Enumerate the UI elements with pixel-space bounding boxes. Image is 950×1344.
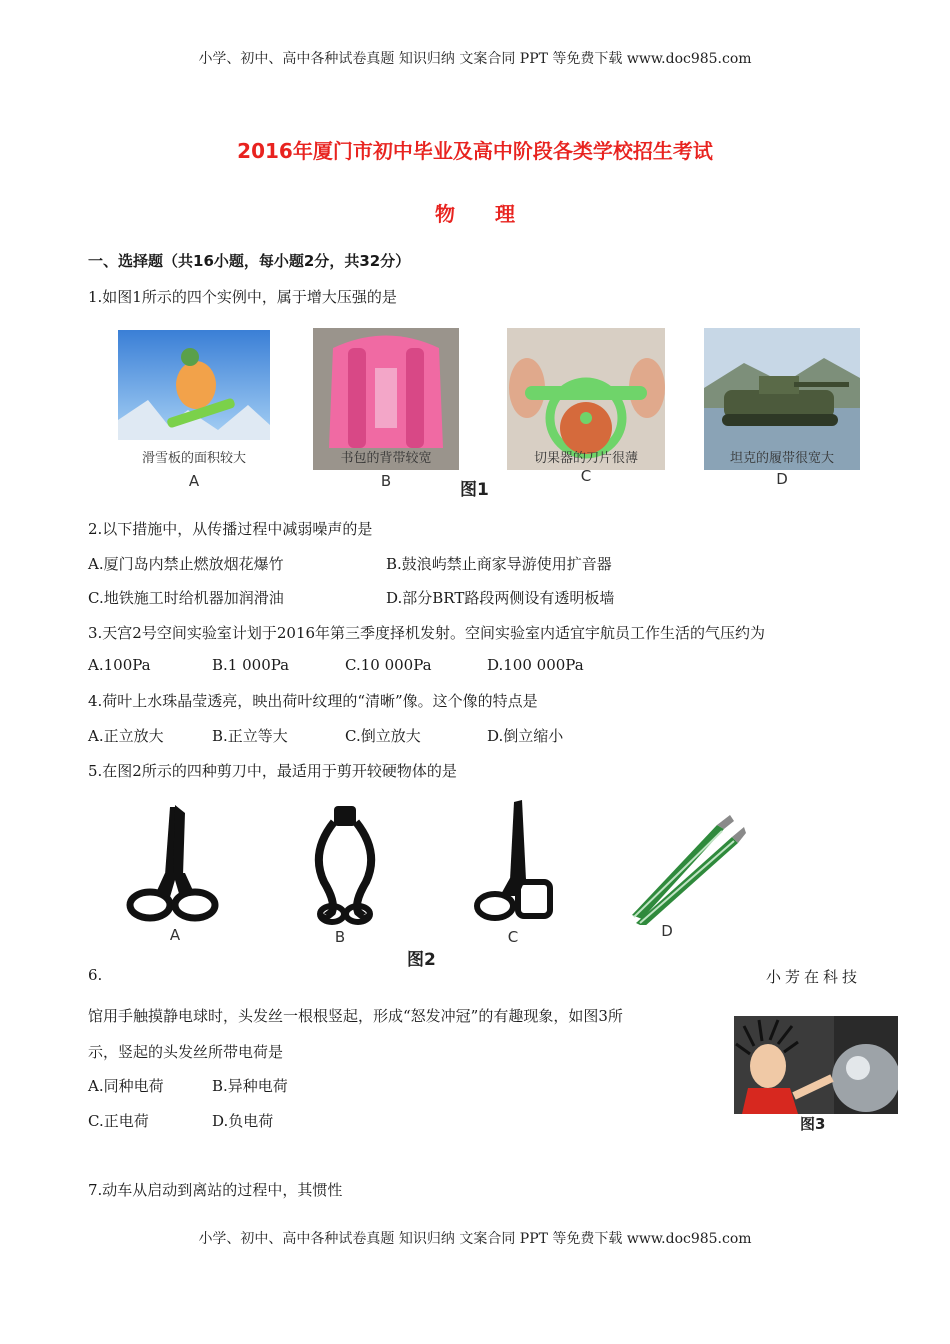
q3-option-d: D.100 000Pa [487,656,584,674]
q6-number: 6. [88,966,103,984]
fig2-d-letter: D [661,922,673,940]
q4-stem: 4.荷叶上水珠晶莹透亮，映出荷叶纹理的“清晰”像。这个像的特点是 [88,692,538,710]
q4-option-c: C.倒立放大 [345,727,421,745]
fig3-label: 图3 [800,1115,826,1133]
q3-stem: 3.天宫2号空间实验室计划于2016年第三季度择机发射。空间实验室内适宜宇航员工作生活的气压约为 [88,624,766,642]
page-header: 小学、初中、高中各种试卷真题 知识归纳 文案合同 PPT 等免费下载 www.doc985.com [198,51,752,67]
q2-option-a: A.厦门岛内禁止燃放烟花爆竹 [88,555,284,573]
subject-title: 物 理 [435,202,515,226]
section-heading: 一、选择题（共16小题，每小题2分，共32分） [88,252,411,270]
static-ball-girl-image [734,1016,898,1114]
exam-title: 2016年厦门市初中毕业及高中阶段各类学校招生考试 [237,139,713,163]
fig1-c-caption: 切果器的刀片很薄 [533,451,638,466]
q3-option-c: C.10 000Pa [345,656,432,674]
fig2-a-letter: A [169,926,181,944]
q2-option-b: B.鼓浪屿禁止商家导游使用扩音器 [386,555,612,573]
fig1-b-caption: 书包的背带较宽 [340,451,432,466]
fig1-a-caption: 滑雪板的面积较大 [141,451,246,466]
fig2-label: 图2 [407,950,436,970]
fig1-d-caption: 坦克的履带很宽大 [729,451,834,466]
fig1-b-letter: B [380,472,392,490]
q6-line2: 馆用手触摸静电球时，头发丝一根根竖起，形成“怒发冲冠”的有趣现象，如图3所 [88,1007,623,1025]
q4-option-b: B.正立等大 [212,727,288,745]
q3-option-b: B.1 000Pa [212,656,290,674]
scissors-d-image [622,815,747,925]
fig2-c-letter: C [507,928,519,946]
q6-line3: 示，竖起的头发丝所带电荷是 [88,1043,284,1061]
q6-lead: 小芳在科技 [766,968,862,986]
q6-option-d: D.负电荷 [212,1112,274,1130]
q6-option-c: C.正电荷 [88,1112,149,1130]
q4-option-d: D.倒立缩小 [487,727,564,745]
scissors-c-image [470,800,560,925]
q5-stem: 5.在图2所示的四种剪刀中，最适用于剪开较硬物体的是 [88,762,457,780]
q2-stem: 2.以下措施中，从传播过程中减弱噪声的是 [88,520,373,538]
q7-stem: 7.动车从启动到离站的过程中，其惯性 [88,1181,343,1199]
scissors-b-image [310,802,380,927]
q4-option-a: A.正立放大 [88,727,164,745]
fig1-a-letter: A [188,472,200,490]
scissors-a-image [125,805,220,925]
fig1-c-letter: C [580,467,592,485]
page-footer: 小学、初中、高中各种试卷真题 知识归纳 文案合同 PPT 等免费下载 www.doc985.com [198,1231,752,1247]
q3-option-a: A.100Pa [88,656,151,674]
fig2-b-letter: B [334,928,346,946]
q6-option-b: B.异种电荷 [212,1077,288,1095]
fig3-image [734,1016,898,1114]
q1-stem: 1.如图1所示的四个实例中，属于增大压强的是 [88,288,397,306]
q2-option-c: C.地铁施工时给机器加润滑油 [88,589,284,607]
fig1-label: 图1 [460,480,489,500]
fig1-d-letter: D [776,470,788,488]
q6-option-a: A.同种电荷 [88,1077,164,1095]
q2-option-d: D.部分BRT路段两侧设有透明板墙 [386,589,615,607]
